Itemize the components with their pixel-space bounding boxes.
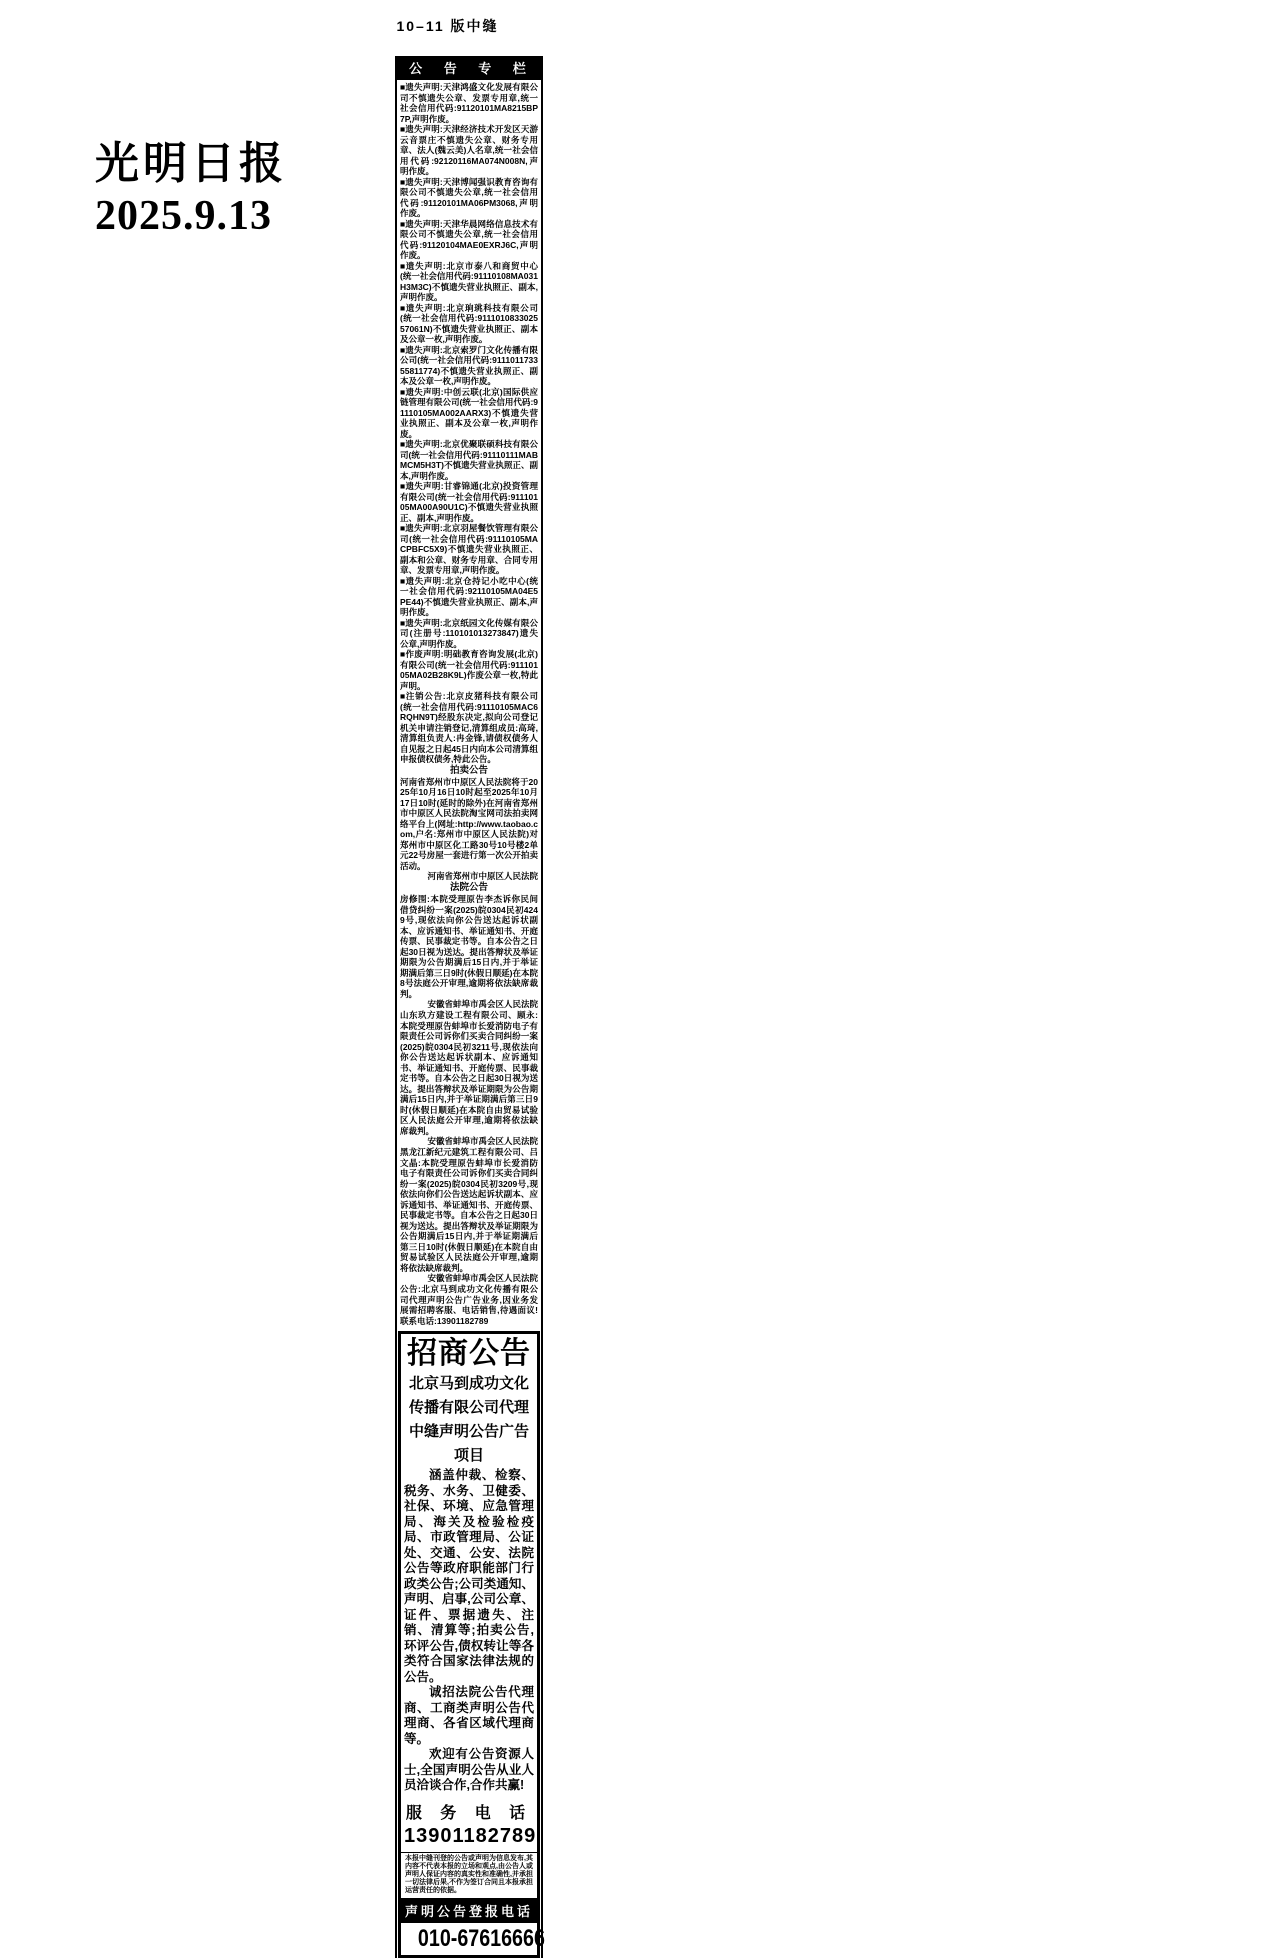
notice-body: 黑龙江新纪元建筑工程有限公司、吕文晶:本院受理原告蚌埠市长爱消防电子有限责任公司诉你们买卖合同纠纷一案(2025)皖0304民初3209号,现依法向你们公告送达起诉状副本、应诉通知书、举证通知书、开庭传票、民事裁定书等。自本公告之日起30日视为送达。提出答辩状及举证期限为公告期满后15日内,并于举证期满后第三日10时(休假日顺延)在本院自由贸易试验区人民法庭公开审理,逾期将依法缺席裁判。 — [400, 1147, 538, 1273]
announcement-item: ■遗失声明:北京索罗门文化传播有限公司(统一社会信用代码:911101173355811774)不慎遗失营业执照正、副本及公章一枚,声明作废。 — [400, 344, 538, 386]
notice-signature: 河南省郑州市中原区人民法院 — [427, 871, 538, 881]
notice-body: 河南省郑州市中原区人民法院将于2025年10月16日10时起至2025年10月17日10时(延时的除外)在河南省郑州市中原区人民法院淘宝网司法拍卖网络平台上(网址:http://www.taobao.com,户名:郑州市中原区人民法院)对郑州市中原区化工路30号10号楼2单元22号房屋一套进行第一次公开拍卖活动。 — [400, 776, 538, 871]
notice-signature: 安徽省蚌埠市禹会区人民法院 — [427, 1136, 538, 1146]
court-notices-block — [397, 765, 541, 1327]
column-banner: 公 告 专 栏 — [397, 56, 541, 80]
promo-title: 招商公告 — [407, 1337, 531, 1370]
notice-body: 山东玖方建设工程有限公司、顾永:本院受理原告蚌埠市长爱消防电子有限责任公司诉你们买卖合同纠纷一案(2025)皖0304民初3211号,现依法向你公告送达起诉状副本、应诉通知书、举证通知书、开庭传票、民事裁定书等。自本公告之日起30日视为送达。提出答辩状及举证期限为公告期满后15日内,并于举证期满后第三日9时(休假日顺延)在本院自由贸易试验区人民法庭公开审理,逾期将依法缺席裁判。 — [400, 1010, 538, 1136]
court-notice-title: 法院公告 — [449, 882, 488, 893]
announcements-block — [397, 80, 541, 765]
announcement-item: ■遗失声明:北京优聚联硕科技有限公司(统一社会信用代码:91110111MABMCM5H3T)不慎遗失营业执照正、副本,声明作废。 — [400, 439, 538, 481]
promo-body — [404, 1468, 534, 1794]
notice-signature: 安徽省蚌埠市禹会区人民法院 — [427, 1273, 538, 1283]
announcements-column — [395, 56, 543, 1958]
court-notice — [400, 1147, 538, 1284]
notice-body: 公告:北京马到成功文化传播有限公司代理声明公告广告业务,因业务发展需招聘客服、电话销售,待遇面议! 联系电话:13901182789 — [400, 1284, 538, 1326]
report-phone-number — [404, 1923, 545, 1955]
announcement-item: ■遗失声明:甘睿锦通(北京)投资管理有限公司(统一社会信用代码:91110105MA00A90U1C)不慎遗失营业执照正、副本,声明作废。 — [400, 481, 538, 523]
announcement-item: ■遗失声明:北京羽屋餐饮管理有限公司(统一社会信用代码:91110105MACPBFC5X9)不慎遗失营业执照正、副本和公章、财务专用章、合同专用章、发票专用章,声明作废。 — [400, 523, 538, 575]
promo-paragraph: 欢迎有公告资源人士,全国声明公告从业人员洽谈合作,合作共赢! — [404, 1747, 534, 1792]
masthead-date: 2025.9.13 — [95, 192, 272, 239]
promo-subtitle: 北京马到成功文化传播有限公司代理中缝声明公告广告项目 — [408, 1375, 529, 1464]
service-phone-number: 13901182789 — [404, 1824, 537, 1847]
announcement-item: ■作废声明:明础教育咨询发展(北京)有限公司(统一社会信用代码:91110105MA02B28K9L)作废公章一枚,特此声明。 — [400, 649, 538, 691]
announcement-item: ■遗失声明:北京市泰八和商贸中心(统一社会信用代码:91110108MA031H3M3C)不慎遗失营业执照正、副本,声明作废。 — [400, 260, 538, 302]
announcement-item: ■遗失声明:天津经济技术开发区天游云音票庄不慎遗失公章、财务专用章、法人(魏云美)人名章,统一社会信用代码:92120116MA074N008N,声明作废。 — [400, 124, 538, 176]
service-phone-label: 服 务 电 话 — [405, 1804, 533, 1822]
seam-page-header: 10–11 版中缝 — [396, 18, 499, 34]
notice-signature: 安徽省蚌埠市禹会区人民法院 — [427, 999, 538, 1009]
promo-paragraph: 诚招法院公告代理商、工商类声明公告代理商、各省区域代理商等。 — [404, 1685, 534, 1746]
recruit-notice — [400, 1284, 538, 1326]
court-notice — [400, 882, 538, 1010]
auction-notice-title: 拍卖公告 — [449, 764, 488, 776]
promo-paragraph: 涵盖仲裁、检察、税务、水务、卫健委、社保、环境、应急管理局、海关及检验检疫局、市政管理局、公证处、交通、公安、法院公告等政府职能部门行政类公告;公司类通知、声明、启事,公司公章、证件、票据遗失、注销、清算等;拍卖公告,环评公告,债权转让等各类符合国家法律法规的公告。 — [404, 1468, 534, 1684]
masthead — [95, 138, 287, 241]
announcement-item: ■注销公告:北京皮猪科技有限公司(统一社会信用代码:91110105MAC6RQHN9T)经股东决定,拟向公司登记机关申请注销登记,清算组成员:高琦,清算组负责人:冉金锋,请债权债务人自见报之日起45日内向本公司清算组申报债权债务,特此公告。 — [400, 691, 538, 764]
masthead-title: 光明日报 — [95, 139, 287, 188]
announcement-item: ■遗失声明:天津鸿盛文化发展有限公司不慎遗失公章、发票专用章,统一社会信用代码:91120101MA8215BP7P,声明作废。 — [400, 82, 538, 124]
report-phone-digits: 010-67616666 — [417, 1924, 545, 1952]
announcement-item: ■遗失声明:中创云联(北京)国际供应链管理有限公司(统一社会信用代码:91110105MA002AARX3)不慎遗失营业执照正、副本及公章一枚,声明作废。 — [400, 386, 538, 439]
announcement-item: ■遗失声明:北京仓持记小吃中心(统一社会信用代码:92110105MA04E5PE44)不慎遗失营业执照正、副本,声明作废。 — [400, 575, 538, 617]
divider — [401, 1852, 537, 1853]
announcement-item: ■遗失声明:北京珦珧科技有限公司(统一社会信用代码:911101083302557061N)不慎遗失营业执照正、副本及公章一枚,声明作废。 — [400, 302, 538, 344]
notice-body: 房修围:本院受理原告李杰诉你民间借贷纠纷一案(2025)皖0304民初4249号,现依法向你公告送达起诉状副本、应诉通知书、举证通知书、开庭传票、民事裁定书等。自本公告之日起30日视为送达。提出答辩状及举证期限为公告期满后15日内,并于举证期满后第三日9时(休假日顺延)在本院8号法庭公开审理,逾期将依法缺席裁判。 — [400, 894, 538, 999]
auction-notice — [400, 765, 538, 883]
court-notice — [400, 1010, 538, 1147]
announcement-item: ■遗失声明:天津华晨网络信息技术有限公司不慎遗失公章,统一社会信用代码:91120104MAE0EXRJ6C,声明作废。 — [400, 218, 538, 260]
promo-box — [398, 1331, 545, 1958]
disclaimer-text: 本报中缝刊登的公告或声明为信息发布,其内容不代表本报的立场和观点,由公告人或声明人保证内容的真实性和准确性,并承担一切法律后果,不作为签订合同且本报承担运营责任的依据。 — [405, 1854, 533, 1894]
report-phone-banner: 声明公告登报电话 — [401, 1898, 537, 1923]
announcement-item: ■遗失声明:北京纸园文化传媒有限公司(注册号:110101013273847)遗失公章,声明作废。 — [400, 617, 538, 649]
announcement-item: ■遗失声明:天津博闻强识教育咨询有限公司不慎遗失公章,统一社会信用代码:91120101MA06PM3068,声明作废。 — [400, 176, 538, 218]
